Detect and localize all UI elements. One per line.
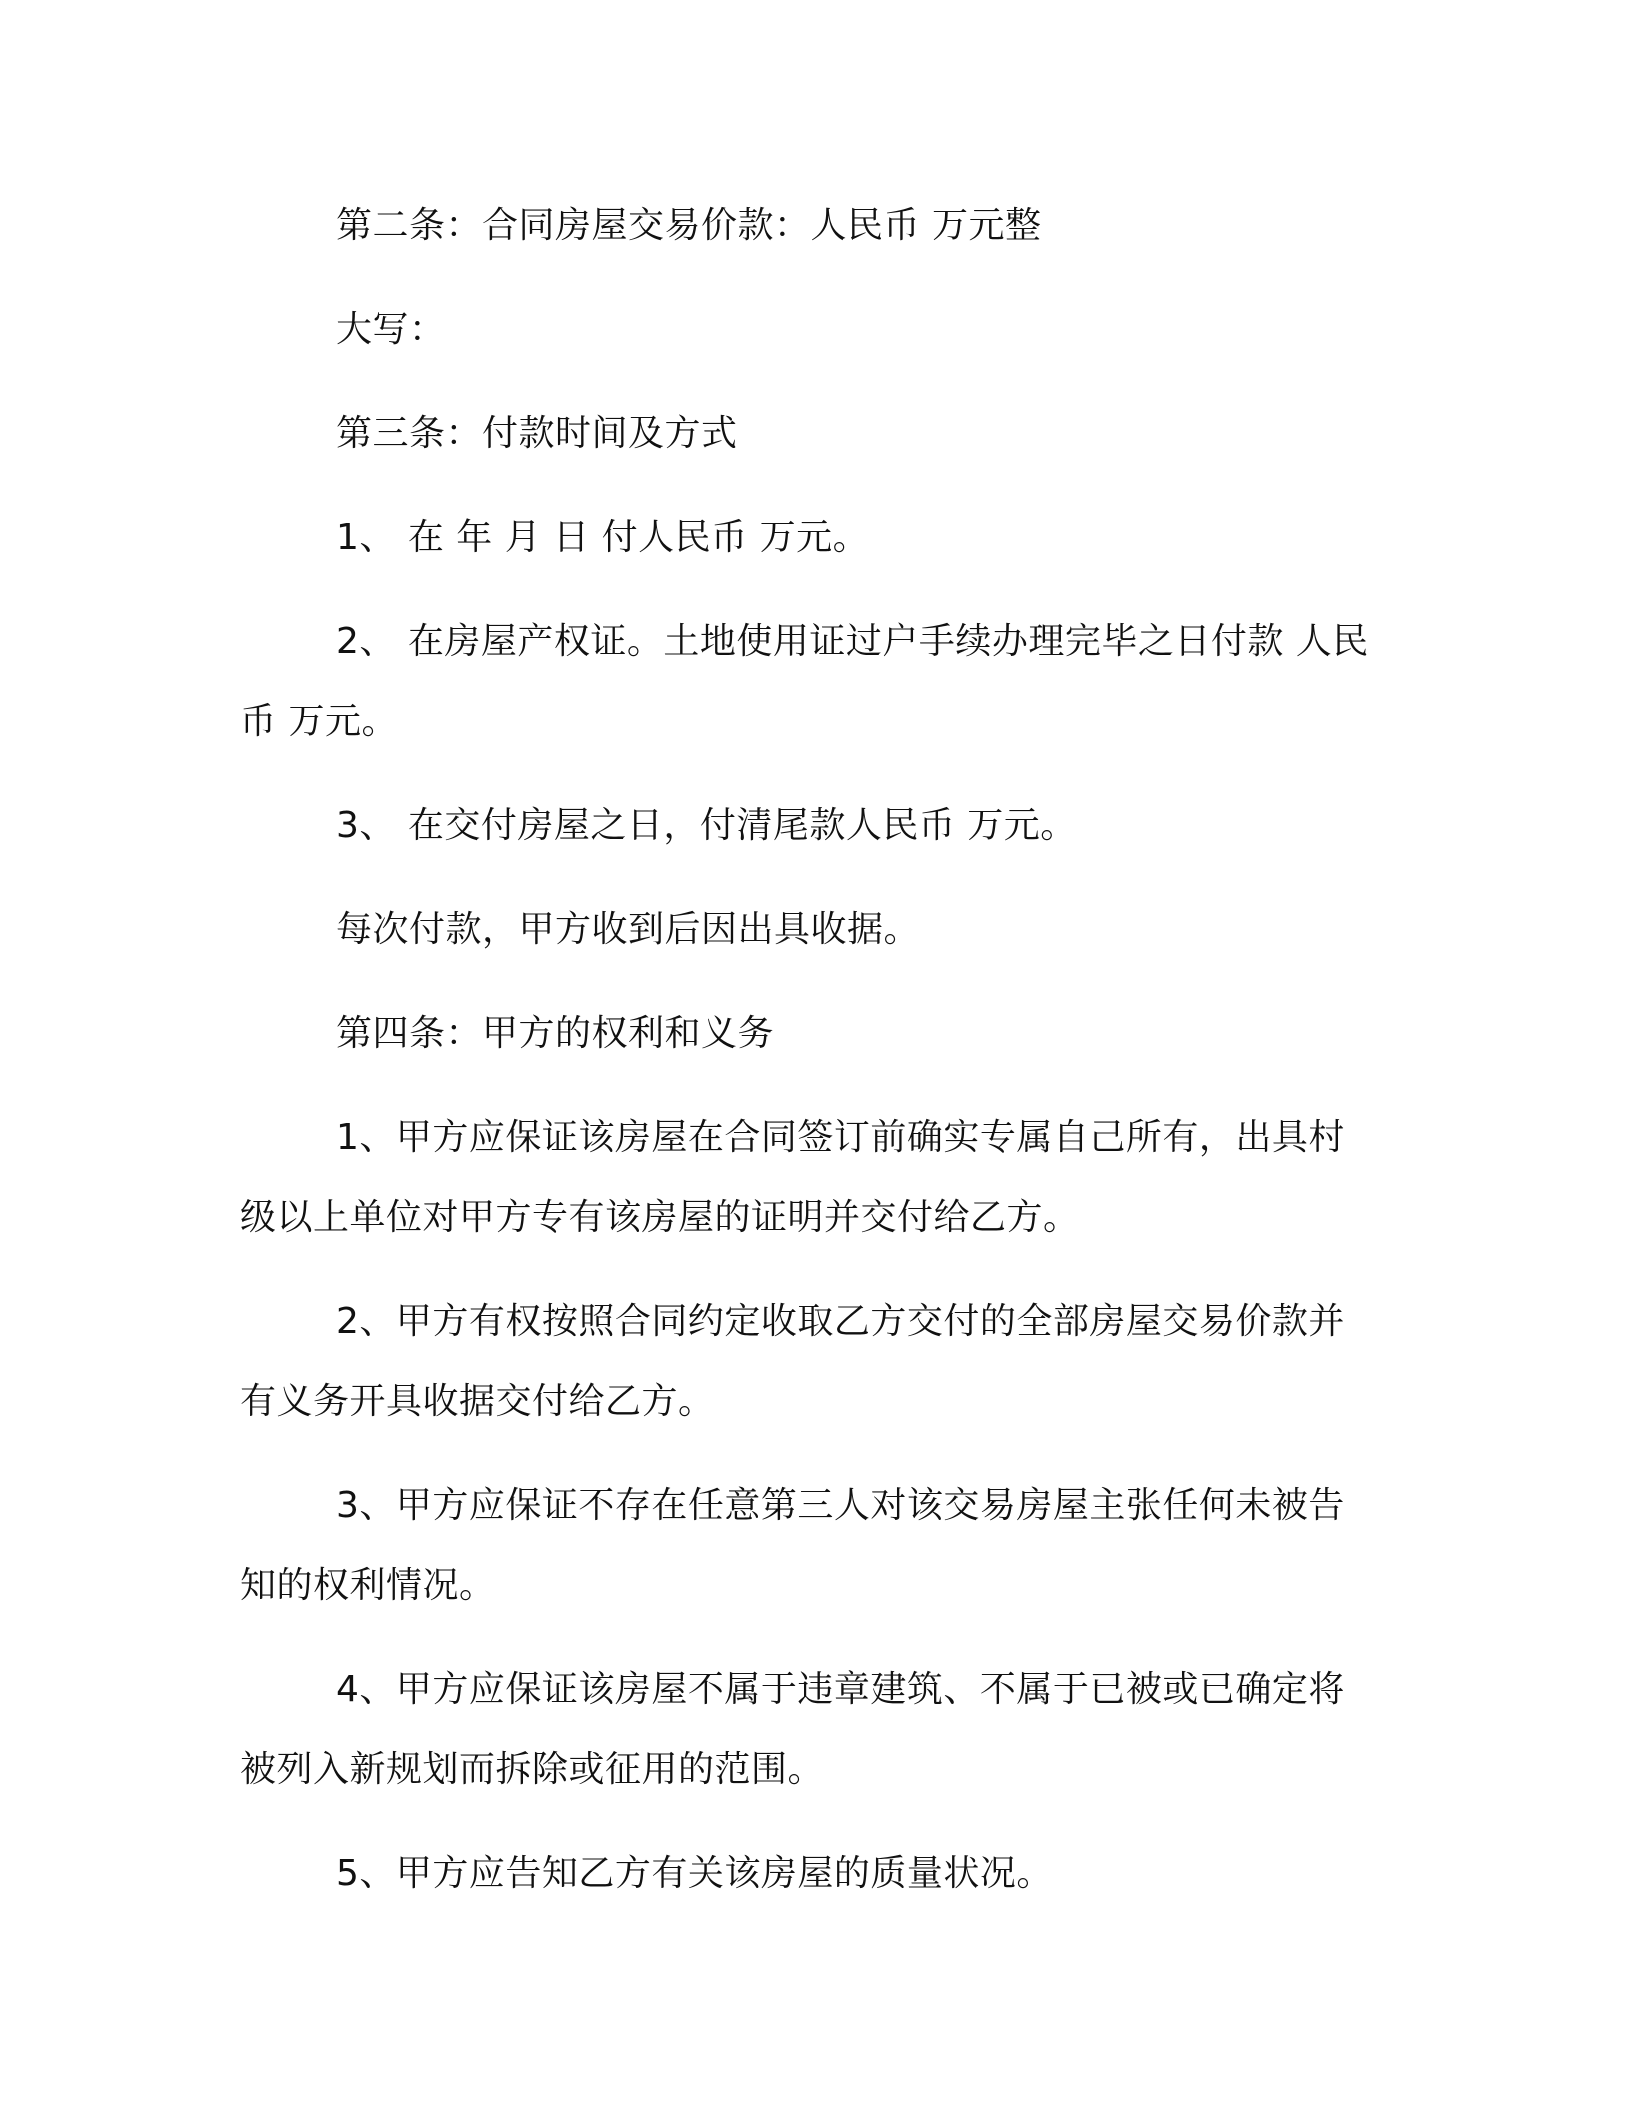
payment-item-1: 1、 在 年 月 日 付人民币 万元。 xyxy=(336,517,870,558)
receipt-note: 每次付款，甲方收到后因出具收据。 xyxy=(336,909,921,950)
clause-4-heading: 第四条：甲方的权利和义务 xyxy=(336,1013,775,1054)
party-a-duty-1: 1、甲方应保证该房屋在合同签订前确实专属自己所有，出具村级以上单位对甲方专有该房屋的证明并交付给乙方。 xyxy=(240,1117,1345,1238)
amount-in-words: 大写： xyxy=(336,309,446,350)
party-a-duty-3: 3、甲方应保证不存在任意第三人对该交易房屋主张任何未被告知的权利情况。 xyxy=(240,1485,1345,1606)
clause-3-heading: 第三条：付款时间及方式 xyxy=(336,413,738,454)
document-body xyxy=(240,186,1380,1938)
party-a-duty-5: 5、甲方应告知乙方有关该房屋的质量状况。 xyxy=(336,1853,1053,1894)
payment-item-3: 3、 在交付房屋之日，付清尾款人民币 万元。 xyxy=(336,805,1077,846)
party-a-duty-4: 4、甲方应保证该房屋不属于违章建筑、不属于已被或已确定将被列入新规划而拆除或征用的范围。 xyxy=(240,1669,1345,1790)
clause-2-price: 第二条：合同房屋交易价款：人民币 万元整 xyxy=(336,205,1042,246)
party-a-duty-2: 2、甲方有权按照合同约定收取乙方交付的全部房屋交易价款并有义务开具收据交付给乙方。 xyxy=(240,1301,1345,1422)
payment-item-2: 2、 在房屋产权证。土地使用证过户手续办理完毕之日付款 人民币 万元。 xyxy=(240,621,1369,742)
